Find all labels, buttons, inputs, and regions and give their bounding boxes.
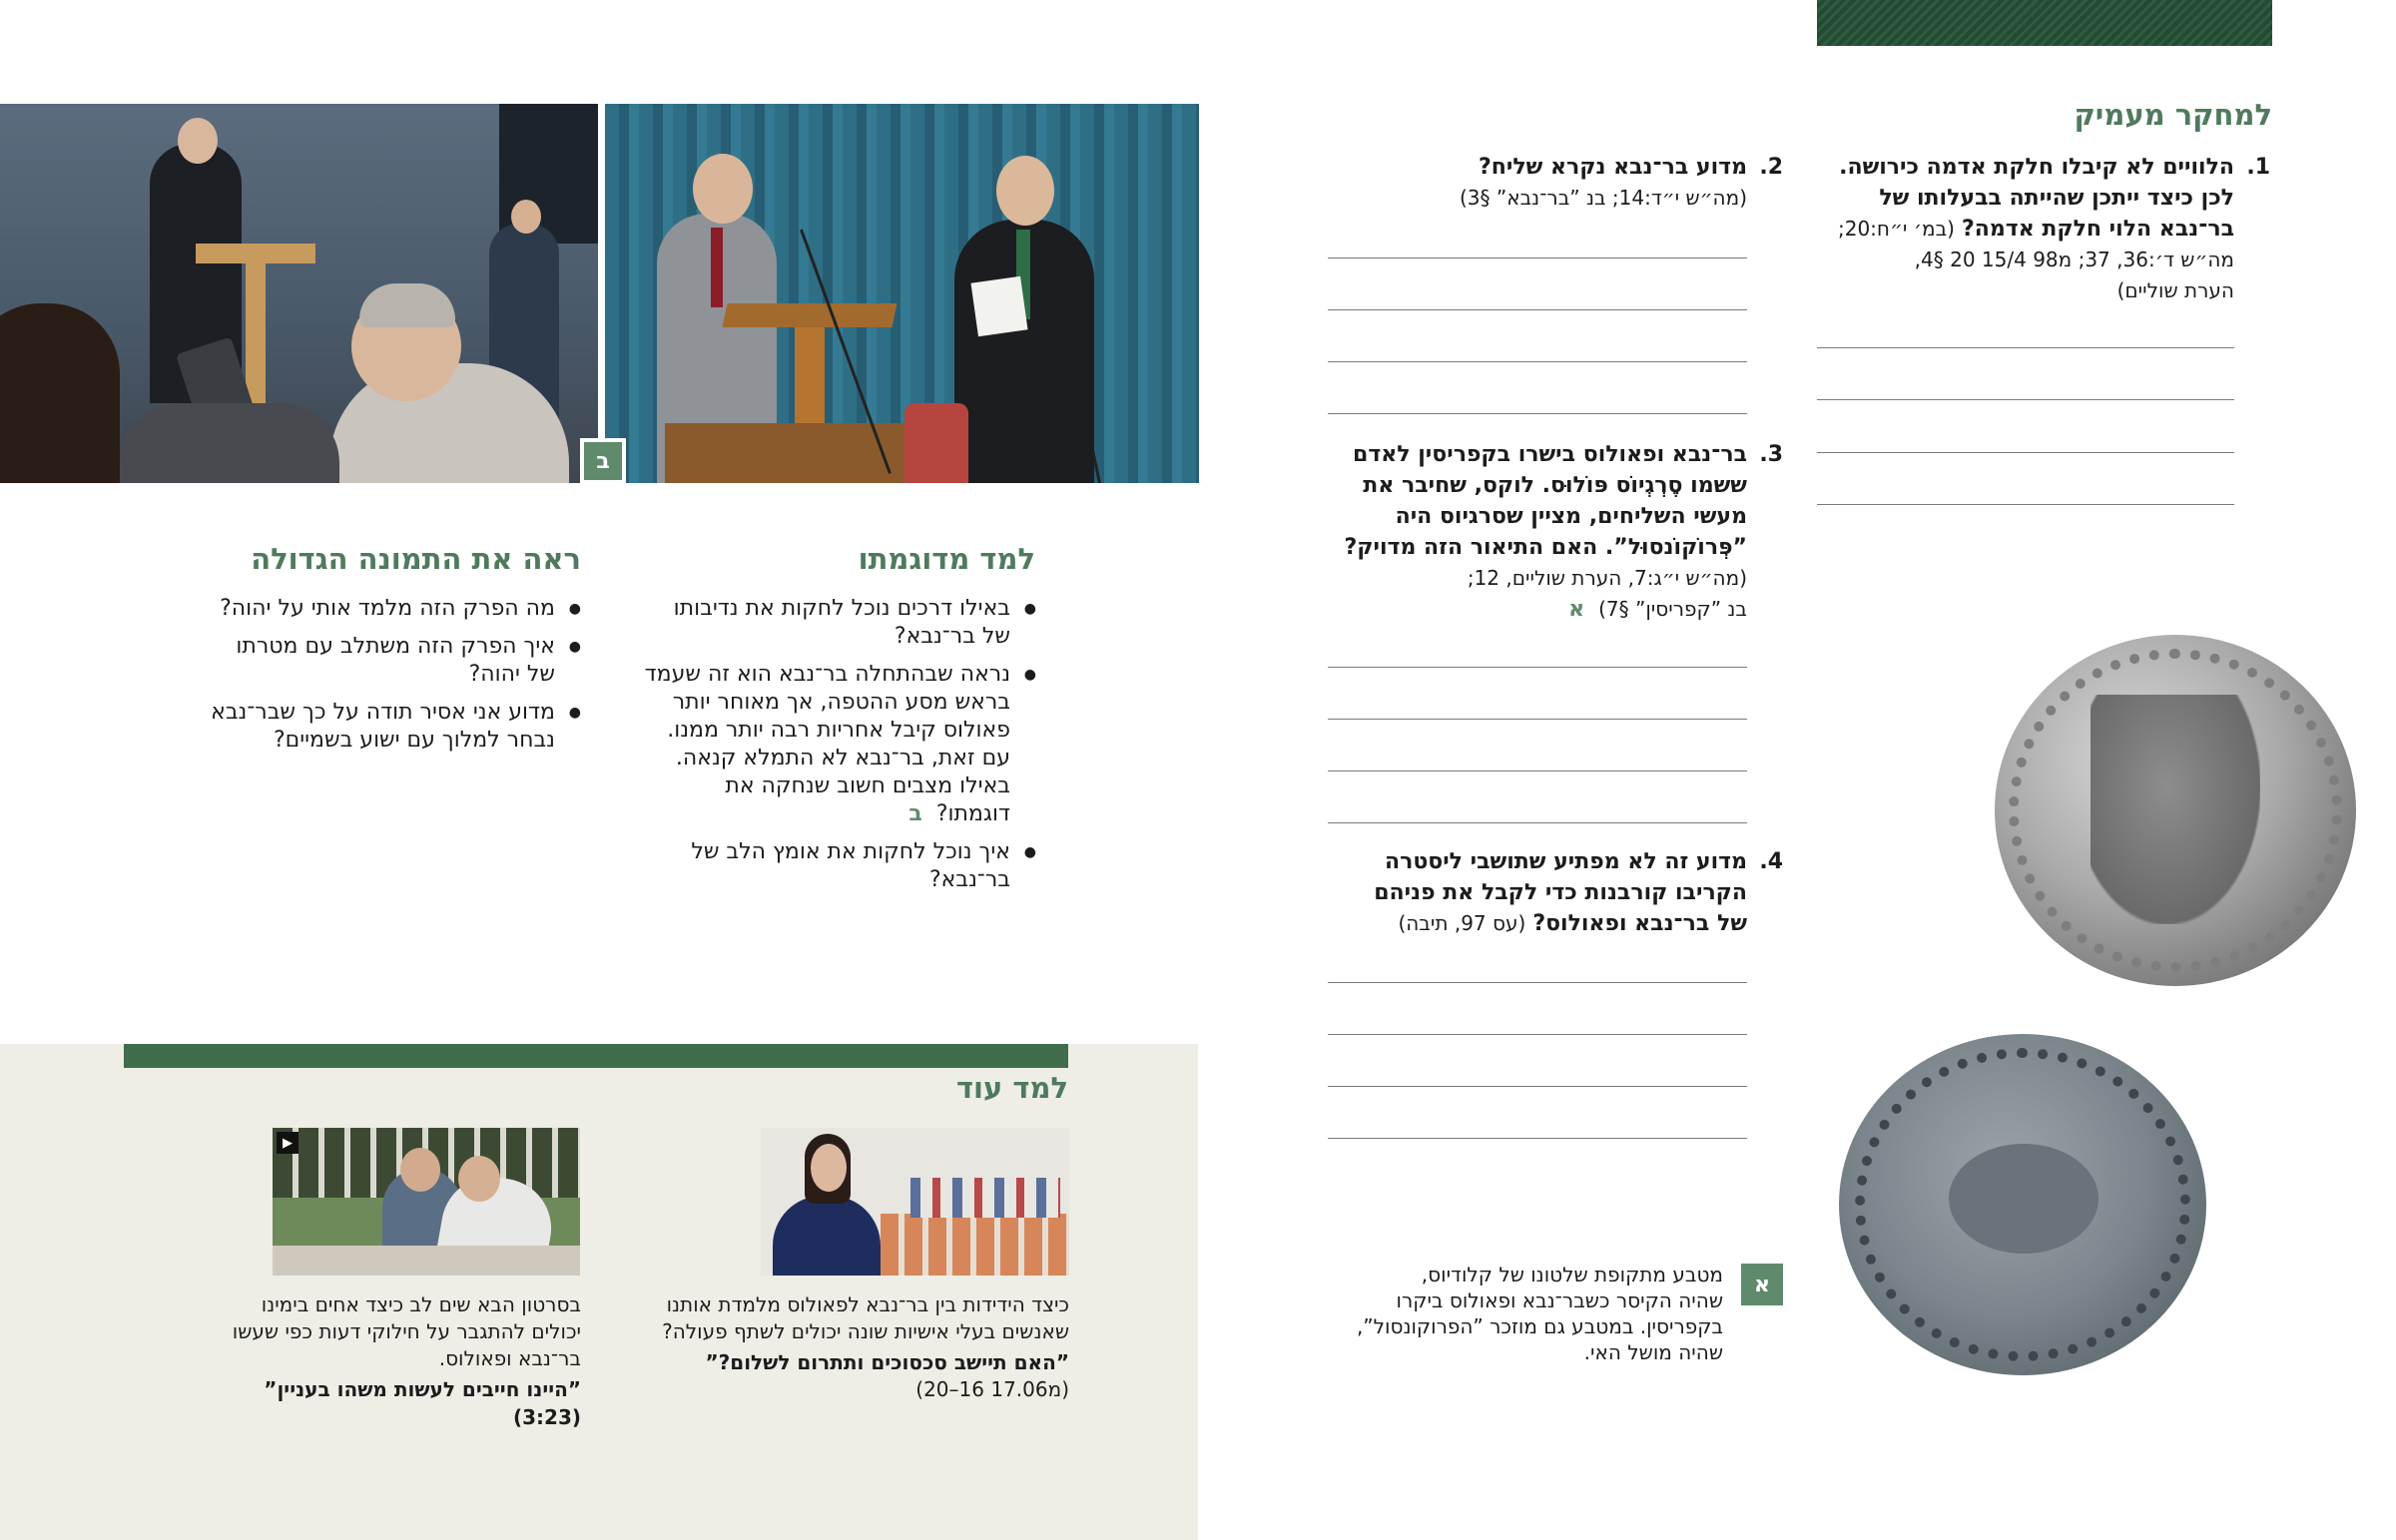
list-item: ● איך הפרק הזה משתלב עם מטרתו של יהוה? [178, 633, 581, 689]
answer-line[interactable] [1328, 309, 1747, 310]
video-thumbnail[interactable] [273, 1128, 580, 1276]
answer-line[interactable] [1817, 504, 2234, 505]
answer-line[interactable] [1328, 982, 1747, 983]
answer-line[interactable] [1328, 667, 1747, 668]
coin-obverse-claudius-image [1995, 635, 2356, 986]
big-picture-heading: ראה את התמונה הגדולה [251, 542, 581, 576]
answer-line[interactable] [1817, 452, 2234, 453]
learn-more-item-article: כיצד הידידות בין בר־נבא לפאולוס מלמדת אותנו שאנשים בעלי אישיות שונה יכולים לשתף פעולה? ”האם תיישב סכסוכים ותתרום לשלום?” (מ17.06 16–20) [611, 1291, 1069, 1403]
study-question-2: 2. מדוע בר־נבא נקרא שליח? (מה״ש י״ד:14; בנ ”בר־נבא” §3) [1459, 155, 1783, 210]
coin-caption: מטבע מתקופת שלטונו של קלודיוס, שהיה הקיסר כשבר־נבא ופאולוס ביקרו בקפריסין. במטבע גם מוזכר ”הפרוקונסול”, שהיה מושל האי. [1356, 1263, 1723, 1364]
learn-more-item-video: בסרטון הבא שים לב כיצד אחים בימינו יכולים להתגבר על חילוקי דעות כפי שעשו בר־נבא ופאולוס. ”היינו חייבים לעשות משהו בעניין” (3:23) [178, 1291, 581, 1431]
learn-example-list [614, 595, 1036, 904]
photo-reference-letter: ב [908, 801, 922, 826]
list-item: ● איך נוכל לחקות את אומץ הלב של בר־נבא? [614, 838, 1036, 894]
answer-line[interactable] [1328, 1034, 1747, 1035]
answer-line[interactable] [1328, 822, 1747, 823]
answer-line[interactable] [1328, 361, 1747, 362]
answer-line[interactable] [1328, 257, 1747, 258]
big-picture-list [178, 595, 581, 765]
photo-demonstration-on-stage [605, 104, 1199, 483]
answer-line[interactable] [1328, 1138, 1747, 1139]
study-question-4: 4. מדוע זה לא מפתיע שתושבי ליסטרה הקריבו קורבנות כדי לקבל את פניהם של בר־נבא ופאולוס? (עס 97, תיבה) [1374, 849, 1783, 936]
article-title-link[interactable]: ”האם תיישב סכסוכים ותתרום לשלום?” [705, 1350, 1069, 1374]
answer-line[interactable] [1328, 1086, 1747, 1087]
coin-reverse-image [1839, 1034, 2206, 1375]
learn-example-heading: למד מדוגמתו [858, 542, 1035, 576]
study-question-1: 1. הלוויים לא קיבלו חלקת אדמה כירושה. לכן כיצד ייתכן שהייתה בבעלותו של בר־נבא הלוי חלקת אדמה? (במ׳ י״ח:20; מה״ש ד׳:36, 37; מ98 15/4 20 §4, הערת שוליים) [1837, 155, 2270, 302]
article-thumbnail[interactable] [761, 1128, 1069, 1276]
learn-more-heading: למד עוד [956, 1071, 1068, 1105]
learn-more-top-bar [124, 1044, 1068, 1068]
photo-reference-badge: ב [580, 438, 626, 484]
answer-line[interactable] [1328, 719, 1747, 720]
deep-study-heading: למחקר מעמיק [2074, 98, 2272, 132]
coin-reference-letter: א [1568, 597, 1585, 622]
answer-line[interactable] [1328, 413, 1747, 414]
list-item: ● נראה שבהתחלה בר־נבא הוא זה שעמד בראש מסע ההטפה, אך מאוחר יותר פאולוס קיבל אחריות רבה יותר ממנו. עם זאת, בר־נבא לא התמלא קנאה. באילו מצבים חשוב שנחקה את דוגמתו? ב [614, 661, 1036, 828]
play-icon[interactable]: ▶ [277, 1132, 299, 1154]
answer-line[interactable] [1328, 770, 1747, 771]
decorative-top-band [1817, 0, 2272, 46]
list-item: ● מדוע אני אסיר תודה על כך שבר־נבא נבחר למלוך עם ישוע בשמיים? [178, 699, 581, 755]
list-item: ● באילו דרכים נוכל לחקות את נדיבותו של בר־נבא? [614, 595, 1036, 651]
coin-caption-badge: א [1741, 1264, 1783, 1305]
answer-line[interactable] [1817, 347, 2234, 348]
answer-line[interactable] [1817, 399, 2234, 400]
list-item: ● מה הפרק הזה מלמד אותי על יהוה? [178, 595, 581, 623]
study-question-3: 3. בר־נבא ופאולוס בישרו בקפריסין לאדם ששמו סֶרְגְיוֹס פּוֹלוּס. לוקס, שחיבר את מעשי השליחים, מציין שסרגיוס היה ”פְּרוֹקוֹנסוּל”. האם התיאור הזה מדויק? (מה״ש י״ג:7, הערת שוליים, 12; בנ ”קפריסין” §7) א [1344, 442, 1783, 622]
video-title-link[interactable]: ”היינו חייבים לעשות משהו בעניין” [264, 1377, 581, 1401]
photo-congregation-meeting [0, 104, 598, 483]
